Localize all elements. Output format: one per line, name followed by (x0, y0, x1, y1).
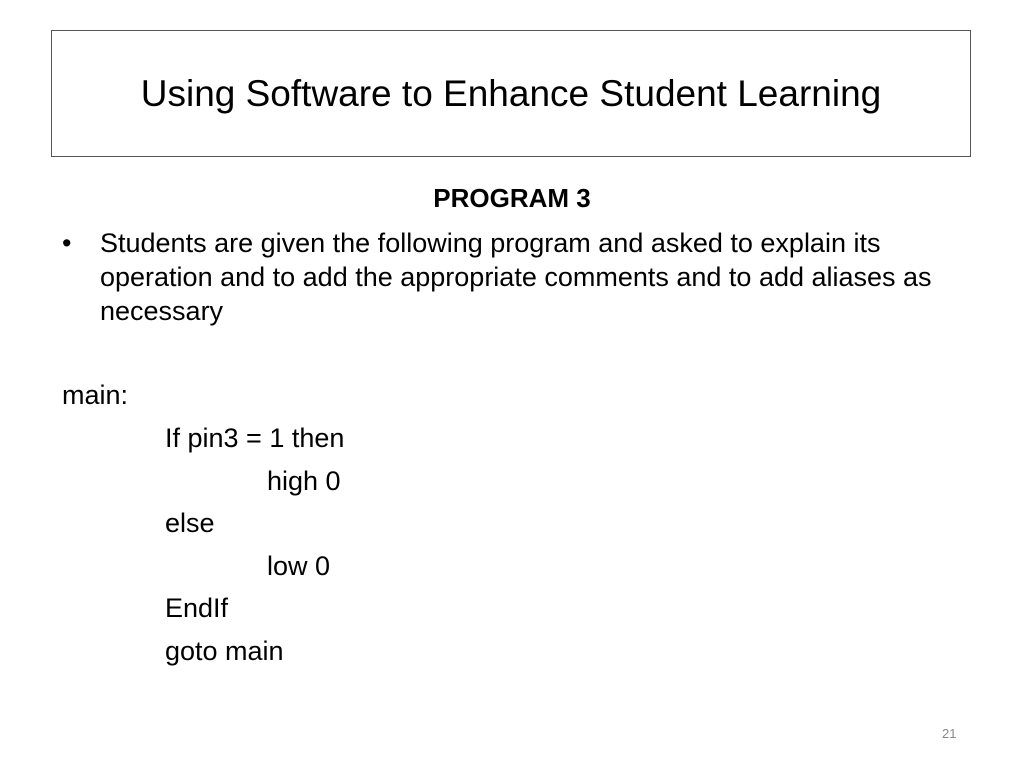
page-number: 21 (942, 726, 957, 741)
slide-title-box (51, 30, 971, 157)
code-line-goto: goto main (165, 636, 284, 666)
slide-title: Using Software to Enhance Student Learning (140, 72, 882, 114)
bullet-item (62, 226, 972, 328)
code-line-else: else (165, 508, 215, 538)
code-line-endif: EndIf (165, 593, 229, 623)
code-line-low: low 0 (267, 551, 331, 581)
program-heading: PROGRAM 3 (433, 183, 591, 213)
bullet-icon: • (62, 228, 72, 258)
code-line-high: high 0 (267, 466, 341, 496)
code-label-main: main: (62, 380, 129, 410)
bullet-text: Students are given the following program and asked to explain its operation and to add the appropriate comments and to add aliases as necessary (100, 228, 932, 326)
code-line-if: If pin3 = 1 then (165, 423, 345, 453)
